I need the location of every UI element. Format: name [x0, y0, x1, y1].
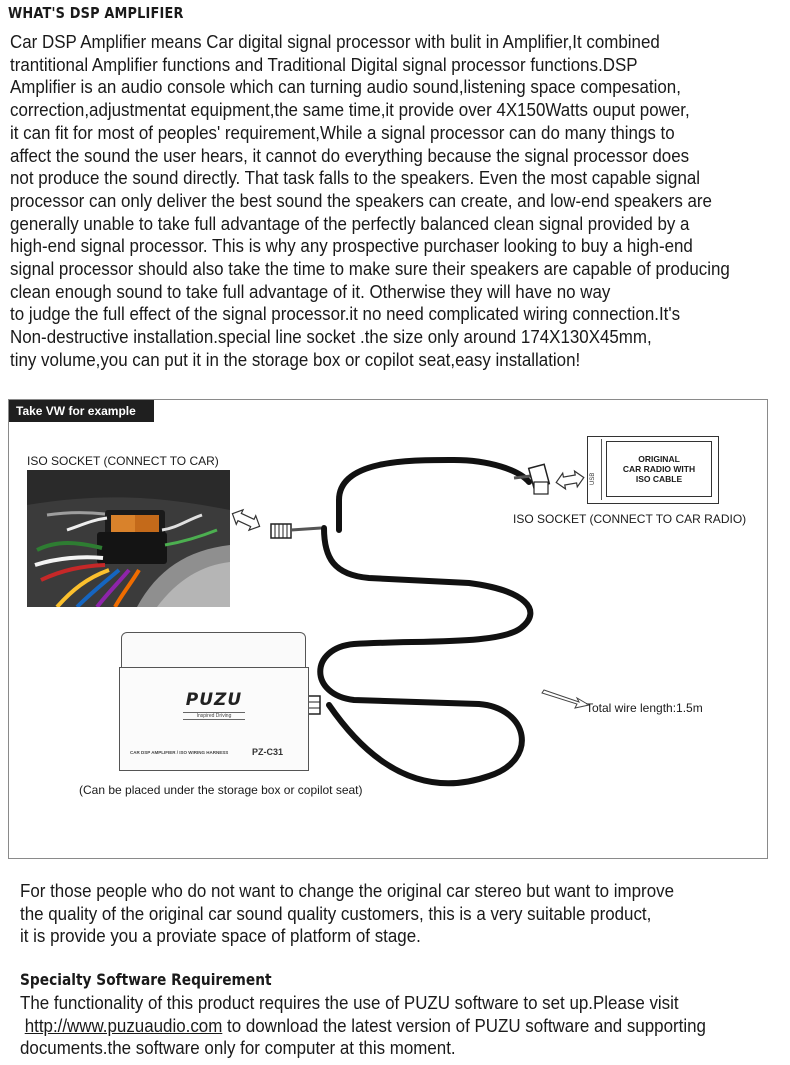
wire-length-label: Total wire length:1.5m: [586, 701, 703, 715]
intro-line: affect the sound the user hears, it cannot do everything because the signal processor does: [10, 144, 690, 166]
radio-side-strip: [590, 439, 602, 500]
intro-line: tiny volume,you can put it in the storage box or copilot seat,easy installation!: [10, 348, 581, 370]
amplifier-top: [121, 632, 306, 668]
car-radio-graphic: [587, 436, 719, 504]
radio-screen: [606, 441, 712, 497]
placement-note: (Can be placed under the storage box or copilot seat): [79, 783, 363, 797]
radio-screen-line: ISO CABLE: [635, 474, 683, 484]
intro-line: correction,adjustmentat equipment,the same time,it provide over 4X150Watts ouput power,: [10, 99, 690, 121]
amplifier-description: CAR DSP AMPLIFIER / ISO WIRING HARNESS: [130, 750, 229, 755]
amplifier-model: PZ-C31: [252, 747, 284, 757]
intro-line: not produce the sound directly. That task falls to the speakers. Even the most capable signal: [10, 167, 701, 189]
body-line: it is provide you a proviate space of platform of stage.: [20, 925, 421, 947]
puzu-website-link[interactable]: http://www.puzuaudio.com: [24, 1014, 223, 1036]
intro-line: to judge the full effect of the signal processor.it no need complicated wiring connection.It's: [10, 303, 681, 325]
iso-radio-label: ISO SOCKET (CONNECT TO CAR RADIO): [513, 512, 747, 526]
intro-line: clean enough sound to take full advantage of it. Otherwise they will have no way: [10, 280, 611, 302]
body-line: For those people who do not want to change the original car stereo but want to improve: [20, 880, 674, 901]
body-line: the quality of the original car sound quality customers, this is a very suitable product,: [20, 902, 652, 924]
intro-line: trantitional Amplifier functions and Traditional Digital signal processor functions.DSP: [10, 53, 638, 75]
intro-line: signal processor should also take the time to make sure their speakers are capable of producing: [10, 258, 730, 280]
intro-line: Non-destructive installation.special line socket .the size only around 174X130X45mm,: [10, 326, 652, 348]
intro-line: Car DSP Amplifier means Car digital signal processor with bulit in Amplifier,It combined: [10, 31, 660, 52]
amplifier-logo: PUZU: [185, 690, 243, 710]
software-line-rest: to download the latest version of PUZU software and supporting: [222, 1014, 706, 1036]
software-heading: Specialty Software Requirement: [20, 970, 272, 989]
software-paragraph: [20, 992, 752, 1060]
body-paragraph: [20, 880, 752, 948]
diagram-tag: Take VW for example: [9, 400, 154, 422]
intro-line: generally unable to take full advantage of the perfectly balanced clean signal provided by a: [10, 212, 690, 234]
software-line: [20, 1015, 752, 1038]
radio-screen-line: ORIGINAL: [638, 454, 680, 464]
iso-car-label: ISO SOCKET (CONNECT TO CAR): [27, 454, 219, 468]
intro-line: high-end signal processor. This is why any prospective purchaser looking to buy a high-end: [10, 235, 693, 257]
radio-usb-label: USB: [590, 472, 596, 485]
amplifier-body: [119, 667, 309, 771]
intro-line: processor can only deliver the best sound the speakers can create, and low-end speakers are: [10, 189, 712, 211]
software-line: The functionality of this product requires the use of PUZU software to set up.Please visit: [20, 992, 679, 1013]
intro-line: it can fit for most of peoples' requirement,While a signal processor can do many things to: [10, 121, 675, 143]
radio-screen-line: CAR RADIO WITH: [622, 464, 696, 474]
intro-paragraph: [10, 31, 742, 372]
wiring-diagram: [8, 399, 768, 859]
section-heading: WHAT'S DSP AMPLIFIER: [8, 4, 184, 22]
amplifier-tagline: Inspired Driving: [183, 712, 245, 720]
software-line: documents.the software only for computer at this moment.: [20, 1037, 456, 1059]
intro-line: Amplifier is an audio console which can turning audio sound,listening space compesation,: [10, 76, 681, 98]
